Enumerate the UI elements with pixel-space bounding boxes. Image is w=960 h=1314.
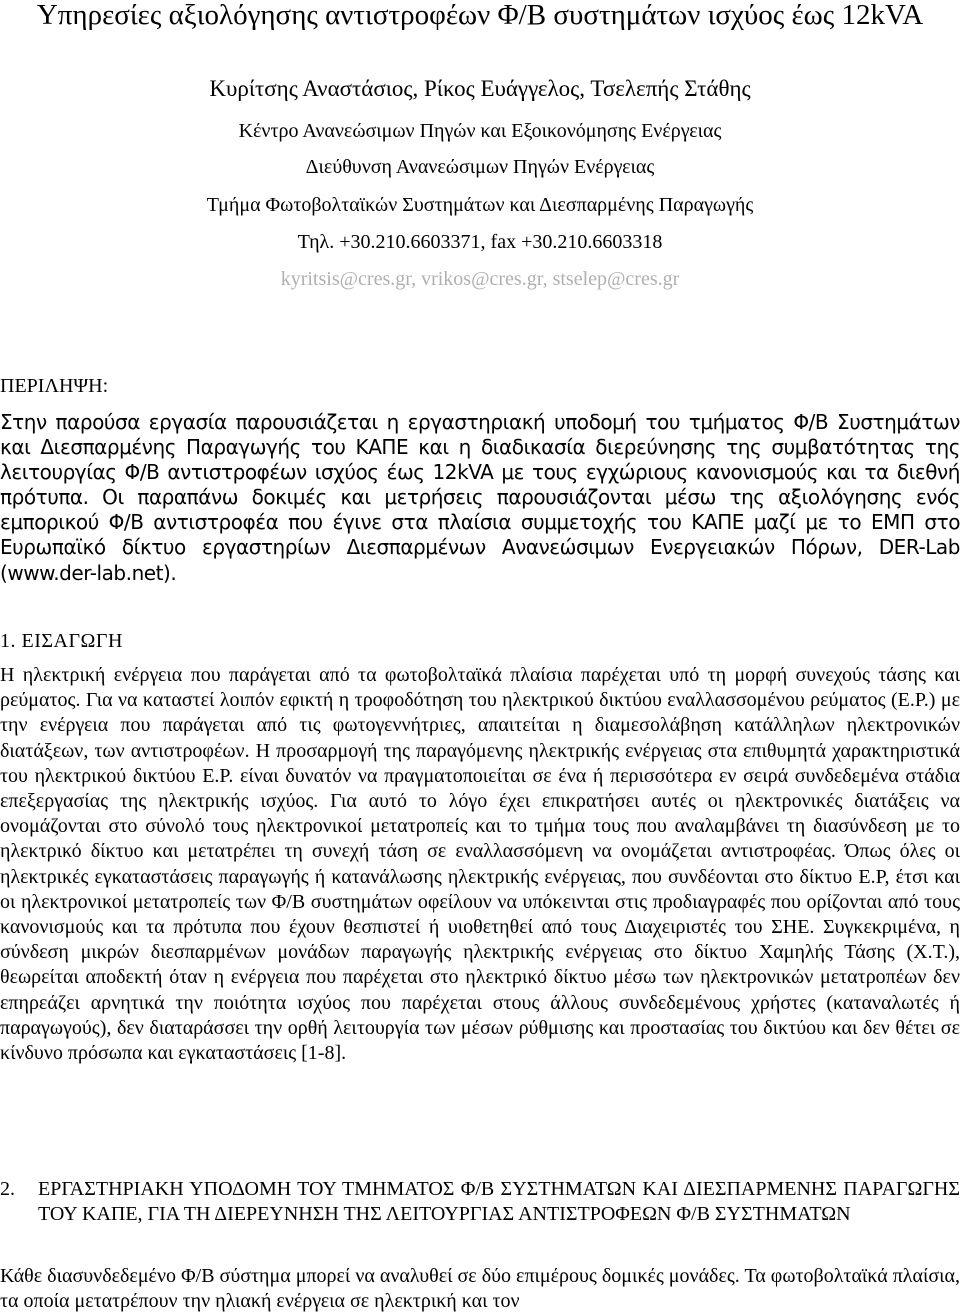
affiliation-department: Τμήμα Φωτοβολταϊκών Συστημάτων και Διεσπαρμένης Παραγωγής xyxy=(206,194,754,216)
abstract-heading: ΠΕΡΙΛΗΨΗ: xyxy=(0,375,109,397)
section-1-heading: 1. ΕΙΣΑΓΩΓΗ xyxy=(0,630,123,652)
section-2-text: Κάθε διασυνδεδεμένο Φ/Β σύστημα μπορεί να αναλυθεί σε δύο επιμέρους δομικές μονάδες. Τα φωτοβολταϊκά πλαίσια, τα οποία μετατρέπουν την ηλιακή ενέργεια σε ηλεκτρική και τον xyxy=(0,1265,960,1313)
contact-emails[interactable]: kyritsis@cres.gr, vrikos@cres.gr, stselep@cres.gr xyxy=(280,268,680,290)
affiliation-centre: Κέντρο Ανανεώσιμων Πηγών και Εξοικονόμησης Ενέργειας xyxy=(238,120,722,142)
section-2-title: ΕΡΓΑΣΤΗΡΙΑΚΗ ΥΠΟΔΟΜΗ ΤΟΥ ΤΜΗΜΑΤΟΣ Φ/Β ΣΥΣΤΗΜΑΤΩΝ ΚΑΙ ΔΙΕΣΠΑΡΜΕΝΗΣ ΠΑΡΑΓΩΓΗΣ ΤΟΥ ΚΑΠΕ, ΓΙΑ ΤΗ ΔΙΕΡΕΥΝΗΣΗ ΤΗΣ ΛΕΙΤΟΥΡΓΙΑΣ ΑΝΤΙΣΤΡΟΦΕΩΝ Φ/Β ΣΥΣΤΗΜΑΤΩΝ xyxy=(38,1178,960,1225)
section-2-number: 2. xyxy=(0,1178,15,1200)
affiliation-directorate: Διεύθυνση Ανανεώσιμων Πηγών Ενέργειας xyxy=(305,156,655,178)
abstract-text: Στην παρούσα εργασία παρουσιάζεται η εργαστηριακή υποδομή του τμήματος Φ/Β Συστημάτων και Διεσπαρμένης Παραγωγής του ΚΑΠΕ και η διαδικασία διερεύνησης της συμβατότητας της λειτουργίας Φ/Β αντιστροφέων ισχύος έως 12kVA με τους εγχώριους κανονισμούς και τα διεθνή πρότυπα. Οι παραπάνω δοκιμές και μετρήσεις παρουσιάζονται μέσω της αξιολόγησης ενός εμπορικού Φ/Β αντιστροφέα που έγινε στα πλαίσια συμμετοχής του ΚΑΠΕ μαζί με το ΕΜΠ στο Ευρωπαϊκό δίκτυο εργαστηρίων Διεσπαρμένων Ανανεώσιμων Ενεργειακών Πόρων, DER-Lab (www.der-lab.net). xyxy=(0,410,960,585)
paper-title: Υπηρεσίες αξιολόγησης αντιστροφέων Φ/Β συστημάτων ισχύος έως 12kVA xyxy=(36,0,924,31)
authors-line: Κυρίτσης Αναστάσιος, Ρίκος Ευάγγελος, Τσελεπής Στάθης xyxy=(209,76,751,101)
contact-phone: Τηλ. +30.210.6603371, fax +30.210.6603318 xyxy=(297,231,663,253)
section-1-text: Η ηλεκτρική ενέργεια που παράγεται από τα φωτοβολταϊκά πλαίσια παρέχεται υπό τη μορφή συνεχούς τάσης και ρεύματος. Για να καταστεί λοιπόν εφικτή η τροφοδότηση του ηλεκτρικού δικτύου εναλλασσομένου ρεύματος (Ε.Ρ.) με την ενέργεια που παράγεται από τις φωτογεννήτριες, απαιτείται η διαμεσολάβηση κατάλληλων ηλεκτρονικών διατάξεων, των αντιστροφέων. Η προσαρμογή της παραγόμενης ηλεκτρικής ενέργειας στα επιθυμητά χαρακτηριστικά του ηλεκτρικού δικτύου Ε.Ρ. είναι δυνατόν να πραγματοποιείται σε ένα ή περισσότερα εν σειρά συνδεδεμένα στάδια επεξεργασίας της ηλεκτρικής ισχύος. Για αυτό το λόγο έχει επικρατήσει αυτές οι ηλεκτρονικές διατάξεις να ονομάζονται στο σύνολό τους ηλεκτρονικοί μετατροπείς και το τμήμα τους που αναλαμβάνει τη διασύνδεση με το ηλεκτρικό δίκτυο και μετατρέπει τη συνεχή τάση σε εναλλασσόμενη να ονομάζεται αντιστροφέας. Όπως όλες οι ηλεκτρικές εγκαταστάσεις παραγωγής ή κατανάλωσης ηλεκτρικής ενέργειας, που συνδέονται στο δίκτυο Ε.Ρ, έτσι και οι ηλεκτρονικοί μετατροπείς των Φ/Β συστημάτων οφείλουν να υπόκεινται στις προδιαγραφές που ορίζονται από τους κανονισμούς και τα πρότυπα που έχουν θεσπιστεί ή υιοθετηθεί από τους Διαχειριστές του ΣΗΕ. Συγκεκριμένα, η σύνδεση μικρών διεσπαρμένων μονάδων παραγωγής ηλεκτρικής ενέργειας στο δίκτυο Χαμηλής Τάσης (Χ.Τ.), θεωρείται αποδεκτή όταν η ενέργεια που παρέχεται στο ηλεκτρικό δίκτυο μέσω των ηλεκτρονικών μετατροπέων δεν επηρεάζει αρνητικά την ποιότητα ισχύος που παρέχεται στους άλλους συνδεδεμένους χρήστες (καταναλωτές ή παραγωγούς), δεν διαταράσσει την ορθή λειτουργία των μέσων ρύθμισης και προστασίας του δικτύου και δεν θέτει σε κίνδυνο πρόσωπα και εγκαταστάσεις [1-8]. xyxy=(0,664,960,1065)
